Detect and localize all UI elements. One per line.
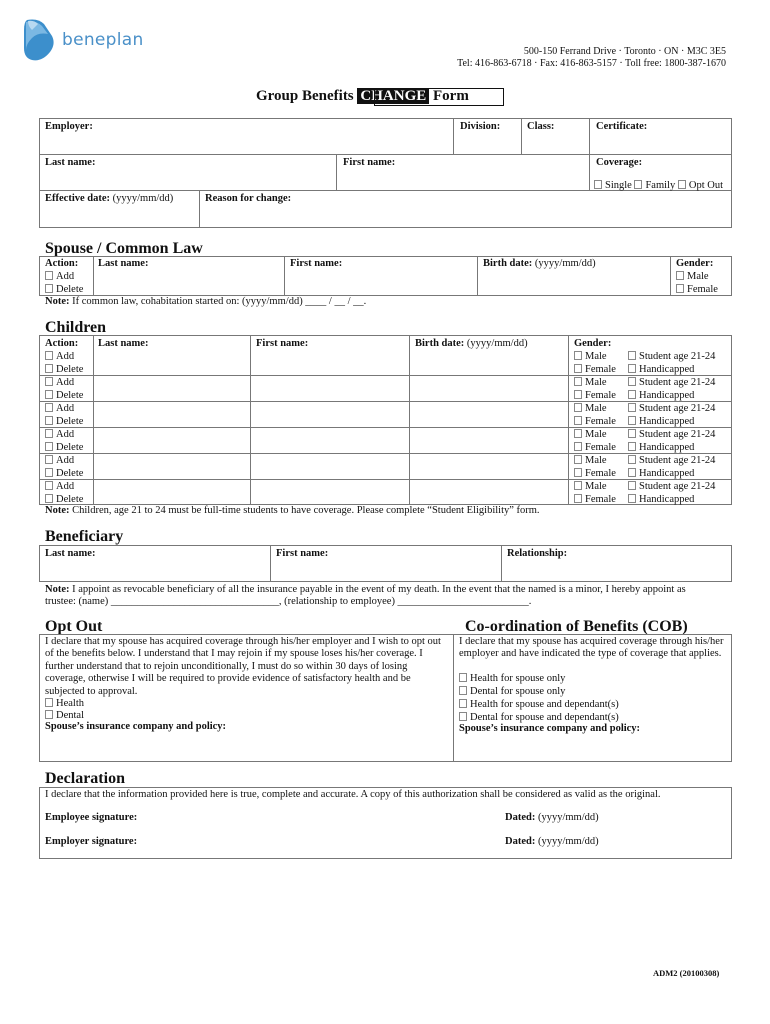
child-student-option-label: Student age 21-24	[639, 481, 716, 492]
child-add-option-checkbox[interactable]	[45, 429, 53, 438]
child-add-option[interactable]	[45, 350, 74, 363]
child-delete-option-checkbox[interactable]	[45, 364, 53, 373]
child-male-option[interactable]	[574, 480, 607, 493]
division-field[interactable]: Division:	[460, 121, 501, 132]
child-male-option[interactable]	[574, 402, 607, 415]
child-male-option-checkbox[interactable]	[574, 429, 582, 438]
child-add-option[interactable]	[45, 402, 74, 415]
spouse-male-option[interactable]: Male	[676, 270, 709, 283]
child-handicapped-option[interactable]	[628, 467, 694, 480]
single-label: Single	[605, 180, 632, 191]
child-student-option[interactable]	[628, 402, 715, 415]
child-handicapped-option-checkbox[interactable]	[628, 494, 636, 503]
company-logo	[22, 18, 56, 64]
child-student-option-checkbox[interactable]	[628, 429, 636, 438]
child-male-option-checkbox[interactable]	[574, 351, 582, 360]
child-male-option-label: Male	[585, 403, 607, 414]
children-last-name-label: Last name:	[98, 338, 149, 349]
child-student-option[interactable]	[628, 454, 715, 467]
title-prefix: Group Benefits	[256, 88, 354, 104]
child-female-option-label: Female	[585, 442, 616, 453]
beneficiary-relationship-field[interactable]: Relationship:	[507, 548, 568, 559]
opt-out-text: I declare that my spouse has acquired coverage through his/her employer and I wish to opt out of the benefits below. I understand that I may rejoin if my spouse loses his/her coverage. I further understand that to rejoin unconditionally, I must do so within 30 days of losing coverage, otherwise I will be required to provide evidence of satisfactory health and be subjected to approval.	[45, 636, 441, 697]
child-delete-option-checkbox[interactable]	[45, 416, 53, 425]
child-add-option-checkbox[interactable]	[45, 455, 53, 464]
child-student-option[interactable]	[628, 350, 715, 363]
single-checkbox[interactable]	[594, 180, 602, 189]
child-delete-option-label: Delete	[56, 442, 84, 453]
first-name-field[interactable]: First name:	[343, 157, 396, 168]
form-code: ADM2 (20100308)	[653, 968, 720, 978]
child-male-option[interactable]	[574, 428, 607, 441]
child-add-option[interactable]	[45, 454, 74, 467]
child-delete-option-label: Delete	[56, 390, 84, 401]
child-female-option-label: Female	[585, 468, 616, 479]
child-female-option[interactable]	[574, 493, 616, 506]
child-handicapped-option[interactable]	[628, 389, 694, 402]
child-male-option-checkbox[interactable]	[574, 403, 582, 412]
employer-dated-field[interactable]: Dated: (yyyy/mm/dd)	[505, 836, 599, 847]
child-add-option-label: Add	[56, 351, 75, 362]
child-delete-option[interactable]	[45, 441, 83, 454]
cob-text: I declare that my spouse has acquired coverage through his/her employer and have indicated the type of coverage that applies.	[459, 636, 724, 660]
beneficiary-trustee[interactable]: trustee: (name) ________________________________, (relationship to employee) _________________________.	[45, 596, 532, 607]
child-handicapped-option-label: Handicapped	[639, 364, 695, 375]
title-highlight: CHANGE	[357, 88, 429, 104]
child-student-option-checkbox[interactable]	[628, 403, 636, 412]
child-add-option-label: Add	[56, 455, 75, 466]
child-female-option-checkbox[interactable]	[574, 416, 582, 425]
child-female-option[interactable]	[574, 415, 616, 428]
spouse-add-option[interactable]: Add	[45, 270, 74, 283]
declaration-heading: Declaration	[45, 770, 125, 787]
child-delete-option-checkbox[interactable]	[45, 468, 53, 477]
child-add-option-label: Add	[56, 481, 75, 492]
company-phone: Tel: 416-863-6718 · Fax: 416-863-5157 · Toll free: 1800-387-1670	[457, 58, 726, 69]
child-delete-option-label: Delete	[56, 468, 84, 479]
child-delete-option[interactable]	[45, 389, 83, 402]
spouse-first-name-field[interactable]: First name:	[290, 258, 343, 269]
child-student-option[interactable]	[628, 428, 715, 441]
spouse-action-label: Action:	[45, 258, 79, 269]
child-female-option-checkbox[interactable]	[574, 468, 582, 477]
children-heading: Children	[45, 319, 107, 336]
child-handicapped-option[interactable]	[628, 493, 694, 506]
employer-field[interactable]: Employer:	[45, 121, 93, 132]
coverage-label: Coverage:	[596, 157, 643, 168]
cob-policy-field[interactable]: Spouse’s insurance company and policy:	[459, 723, 641, 734]
child-handicapped-option[interactable]	[628, 415, 694, 428]
spouse-delete-option[interactable]: Delete	[45, 283, 83, 296]
beneficiary-note: Note: I appoint as revocable beneficiary of all the insurance payable in the event of my death. In the event that the named is a minor, I hereby appoint as	[45, 584, 686, 595]
child-add-option-label: Add	[56, 403, 75, 414]
child-male-option-label: Male	[585, 455, 607, 466]
child-handicapped-option-label: Handicapped	[639, 390, 695, 401]
spouse-birth-date-field[interactable]: Birth date: (yyyy/mm/dd)	[483, 258, 596, 269]
cob-heading: Co-ordination of Benefits (COB)	[465, 618, 688, 635]
logo-mark-icon	[22, 18, 56, 64]
child-add-option[interactable]	[45, 376, 74, 389]
spouse-gender-label: Gender:	[676, 258, 714, 269]
cob-option-health-spouse[interactable]: Health for spouse only	[459, 672, 565, 685]
child-delete-option-label: Delete	[56, 494, 84, 505]
last-name-field[interactable]: Last name:	[45, 157, 96, 168]
child-female-option[interactable]	[574, 363, 616, 376]
child-male-option[interactable]	[574, 350, 607, 363]
child-handicapped-option[interactable]	[628, 363, 694, 376]
children-first-name-label: First name:	[256, 338, 309, 349]
child-female-option-checkbox[interactable]	[574, 494, 582, 503]
spouse-female-option[interactable]: Female	[676, 283, 718, 296]
cob-option-dental-spouse[interactable]: Dental for spouse only	[459, 685, 565, 698]
opt-out-heading: Opt Out	[45, 618, 103, 635]
effective-date-field[interactable]: Effective date: (yyyy/mm/dd)	[45, 193, 174, 204]
children-gender-label: Gender:	[574, 338, 612, 349]
company-name: beneplan	[62, 30, 144, 50]
family-label: Family	[645, 180, 676, 191]
child-handicapped-option-label: Handicapped	[639, 494, 695, 505]
child-male-option-label: Male	[585, 351, 607, 362]
cob-option-dental-dependants[interactable]: Dental for spouse and dependant(s)	[459, 711, 619, 724]
family-checkbox[interactable]	[634, 180, 642, 189]
child-handicapped-option-label: Handicapped	[639, 416, 695, 427]
child-student-option-label: Student age 21-24	[639, 403, 716, 414]
child-female-option-label: Female	[585, 416, 616, 427]
child-handicapped-option-checkbox[interactable]	[628, 468, 636, 477]
spouse-note: Note: If common law, cohabitation started on: (yyyy/mm/dd) ____ / __ / __.	[45, 296, 367, 307]
opt-out-checkbox[interactable]	[678, 180, 686, 189]
child-student-option-label: Student age 21-24	[639, 351, 716, 362]
employee-info-box	[39, 118, 732, 228]
child-add-option-checkbox[interactable]	[45, 377, 53, 386]
child-add-option-label: Add	[56, 429, 75, 440]
child-female-option-label: Female	[585, 364, 616, 375]
opt-out-dental-option[interactable]: Dental	[45, 709, 84, 722]
beneficiary-box	[39, 545, 732, 582]
child-handicapped-option-checkbox[interactable]	[628, 416, 636, 425]
employer-signature-field[interactable]: Employer signature:	[45, 836, 138, 847]
opt-out-policy-field[interactable]: Spouse’s insurance company and policy:	[45, 721, 227, 732]
child-add-option-checkbox[interactable]	[45, 403, 53, 412]
child-delete-option-label: Delete	[56, 364, 84, 375]
child-delete-option-checkbox[interactable]	[45, 390, 53, 399]
child-add-option-checkbox[interactable]	[45, 481, 53, 490]
child-handicapped-option-checkbox[interactable]	[628, 364, 636, 373]
child-student-option-checkbox[interactable]	[628, 377, 636, 386]
class-field[interactable]: Class:	[527, 121, 555, 132]
child-student-option-checkbox[interactable]	[628, 481, 636, 490]
child-male-option-label: Male	[585, 377, 607, 388]
company-address: 500-150 Ferrand Drive · Toronto · ON · M3C 3E5	[523, 46, 726, 57]
child-student-option-checkbox[interactable]	[628, 455, 636, 464]
child-add-option[interactable]	[45, 428, 74, 441]
child-male-option-checkbox[interactable]	[574, 377, 582, 386]
beneficiary-heading: Beneficiary	[45, 528, 124, 545]
child-male-option-checkbox[interactable]	[574, 481, 582, 490]
child-student-option-label: Student age 21-24	[639, 429, 716, 440]
beneficiary-last-name-field[interactable]: Last name:	[45, 548, 96, 559]
child-add-option-checkbox[interactable]	[45, 351, 53, 360]
children-note: Note: Children, age 21 to 24 must be full-time students to have coverage. Please complete “Student Eligibility” form.	[45, 505, 540, 516]
title-frame	[374, 88, 504, 106]
child-male-option[interactable]	[574, 454, 607, 467]
opt-out-health-option[interactable]: Health	[45, 697, 84, 710]
child-delete-option[interactable]	[45, 467, 83, 480]
child-male-option[interactable]	[574, 376, 607, 389]
child-handicapped-option-label: Handicapped	[639, 442, 695, 453]
child-female-option-checkbox[interactable]	[574, 442, 582, 451]
certificate-field[interactable]: Certificate:	[596, 121, 648, 132]
employee-dated-field[interactable]: Dated: (yyyy/mm/dd)	[505, 812, 599, 823]
child-female-option[interactable]	[574, 389, 616, 402]
spouse-last-name-field[interactable]: Last name:	[98, 258, 149, 269]
employee-signature-field[interactable]: Employee signature:	[45, 812, 138, 823]
child-student-option-label: Student age 21-24	[639, 455, 716, 466]
child-student-option-checkbox[interactable]	[628, 351, 636, 360]
child-delete-option-checkbox[interactable]	[45, 442, 53, 451]
children-action-label: Action:	[45, 338, 79, 349]
child-student-option-label: Student age 21-24	[639, 377, 716, 388]
child-handicapped-option-checkbox[interactable]	[628, 442, 636, 451]
child-male-option-label: Male	[585, 429, 607, 440]
child-student-option[interactable]	[628, 376, 715, 389]
child-handicapped-option-label: Handicapped	[639, 468, 695, 479]
child-female-option[interactable]	[574, 467, 616, 480]
child-male-option-label: Male	[585, 481, 607, 492]
coverage-options	[594, 180, 723, 191]
children-birth-date-label: Birth date: (yyyy/mm/dd)	[415, 338, 528, 349]
child-delete-option[interactable]	[45, 363, 83, 376]
cob-option-health-dependants[interactable]: Health for spouse and dependant(s)	[459, 698, 619, 711]
spouse-heading: Spouse / Common Law	[45, 240, 203, 257]
child-handicapped-option-checkbox[interactable]	[628, 390, 636, 399]
child-delete-option[interactable]	[45, 415, 83, 428]
child-female-option[interactable]	[574, 441, 616, 454]
child-female-option-checkbox[interactable]	[574, 364, 582, 373]
child-female-option-label: Female	[585, 494, 616, 505]
child-student-option[interactable]	[628, 480, 715, 493]
child-add-option[interactable]	[45, 480, 74, 493]
child-delete-option-checkbox[interactable]	[45, 494, 53, 503]
declaration-text: I declare that the information provided here is true, complete and accurate. A copy of this authorization shall be considered as valid as the original.	[45, 789, 661, 800]
reason-field[interactable]: Reason for change:	[205, 193, 292, 204]
child-handicapped-option[interactable]	[628, 441, 694, 454]
child-male-option-checkbox[interactable]	[574, 455, 582, 464]
child-female-option-checkbox[interactable]	[574, 390, 582, 399]
child-female-option-label: Female	[585, 390, 616, 401]
child-delete-option-label: Delete	[56, 416, 84, 427]
title-suffix: Form	[433, 88, 469, 104]
child-add-option-label: Add	[56, 377, 75, 388]
opt-out-label: Opt Out	[688, 180, 723, 191]
beneficiary-first-name-field[interactable]: First name:	[276, 548, 329, 559]
